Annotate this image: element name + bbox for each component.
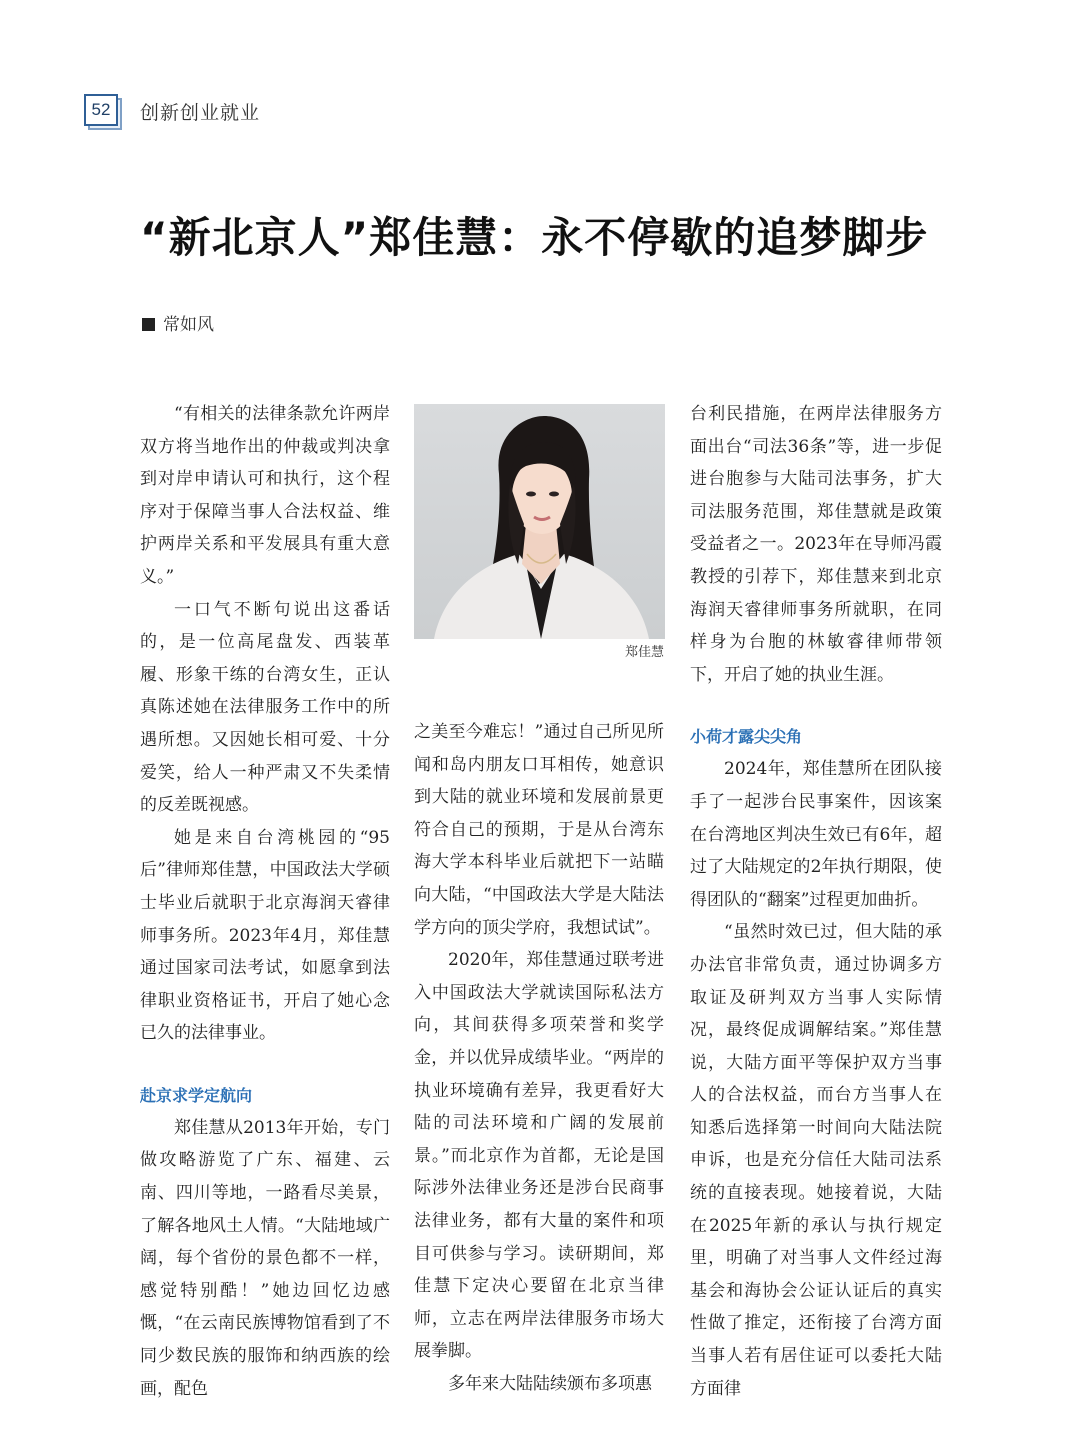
paragraph: “有相关的法律条款允许两岸双方将当地作出的仲裁或判决拿到对岸申请认可和执行，这个程序对于保障当事人合法权益、维护两岸关系和平发展具有重大意义。” bbox=[140, 404, 390, 587]
column-1 bbox=[140, 398, 390, 1405]
paragraph: 郑佳慧从2013年开始，专门做攻略游览了广东、福建、云南、四川等地，一路看尽美景，了解各地风土人情。“大陆地域广阔，每个省份的景色都不一样，感觉特别酷！”她边回忆边感慨，“在云南民族博物馆看到了不同少数民族的服饰和纳西族的绘画，配色 bbox=[140, 1117, 390, 1399]
author-name: 常如风 bbox=[163, 315, 214, 335]
paragraph: 台利民措施，在两岸法律服务方面出台“司法36条”等，进一步促进台胞参与大陆司法事务，扩大司法服务范围，郑佳慧就是政策受益者之一。2023年在导师冯霞教授的引荐下，郑佳慧来到北京海润天睿律师事务所就职，在同样身为台胞的林敏睿律师带领下，开启了她的执业生涯。 bbox=[690, 404, 942, 685]
portrait-photo bbox=[414, 404, 665, 639]
page-number: 52 bbox=[84, 94, 118, 126]
author-square-icon bbox=[142, 318, 155, 331]
page-header bbox=[84, 92, 684, 136]
section-heading: 赴京求学定航向 bbox=[140, 1085, 253, 1105]
paragraph: 多年来大陆陆续颁布多项惠 bbox=[448, 1373, 652, 1394]
section-name: 创新创业就业 bbox=[140, 102, 261, 124]
author-line bbox=[142, 310, 214, 335]
article-title: “新北京人”郑佳慧：永不停歇的追梦脚步 bbox=[140, 213, 929, 262]
column-2 bbox=[414, 716, 664, 1400]
paragraph: 2020年，郑佳慧通过联考进入中国政法大学就读国际私法方向，其间获得多项荣誉和奖学金，并以优异成绩毕业。“两岸的执业环境确有差异，我更看好大陆的司法环境和广阔的发展前景。”而北京作为首都，无论是国际涉外法律业务还是涉台民商事法律业务，都有大量的案件和项目可供参与学习。读研期间，郑佳慧下定决心要留在北京当律师，立志在两岸法律服务市场大展拳脚。 bbox=[414, 950, 664, 1362]
paragraph: 她是来自台湾桃园的“95后”律师郑佳慧，中国政法大学硕士毕业后就职于北京海润天睿律师事务所。2023年4月，郑佳慧通过国家司法考试，如愿拿到法律职业资格证书，开启了她心念已久的法律事业。 bbox=[140, 827, 390, 1044]
section-heading: 小荷才露尖尖角 bbox=[690, 727, 803, 747]
portrait-illustration bbox=[414, 404, 665, 639]
photo-caption: 郑佳慧 bbox=[624, 645, 664, 660]
paragraph: 之美至今难忘！”通过自己所见所闻和岛内朋友口耳相传，她意识到大陆的就业环境和发展前景更符合自己的预期，于是从台湾东海大学本科毕业后就把下一站瞄向大陆，“中国政法大学是大陆法学方向的顶尖学府，我想试试”。 bbox=[414, 722, 664, 938]
paragraph: 2024年，郑佳慧所在团队接手了一起涉台民事案件，因该案在台湾地区判决生效已有6年，超过了大陆规定的2年执行期限，使得团队的“翻案”过程更加曲折。 bbox=[690, 759, 942, 910]
paragraph: 一口气不断句说出这番话的，是一位高尾盘发、西装革履、形象干练的台湾女生，正认真陈述她在法律服务工作中的所遇所想。又因她长相可爱、十分爱笑，给人一种严肃又不失柔情的反差既视感。 bbox=[140, 599, 390, 816]
column-3 bbox=[690, 398, 942, 1405]
paragraph: “虽然时效已过，但大陆的承办法官非常负责，通过协调多方取证及研判双方当事人实际情况，最终促成调解结案。”郑佳慧说，大陆方面平等保护双方当事人的合法权益，而台方当事人在知悉后选择第一时间向大陆法院申诉，也是充分信任大陆司法系统的直接表现。她接着说，大陆在2025年新的承认与执行规定里，明确了对当事人文件经过海基会和海协会公证认证后的真实性做了推定，还衔接了台湾方面当事人若有居住证可以委托大陆方面律 bbox=[690, 922, 942, 1399]
